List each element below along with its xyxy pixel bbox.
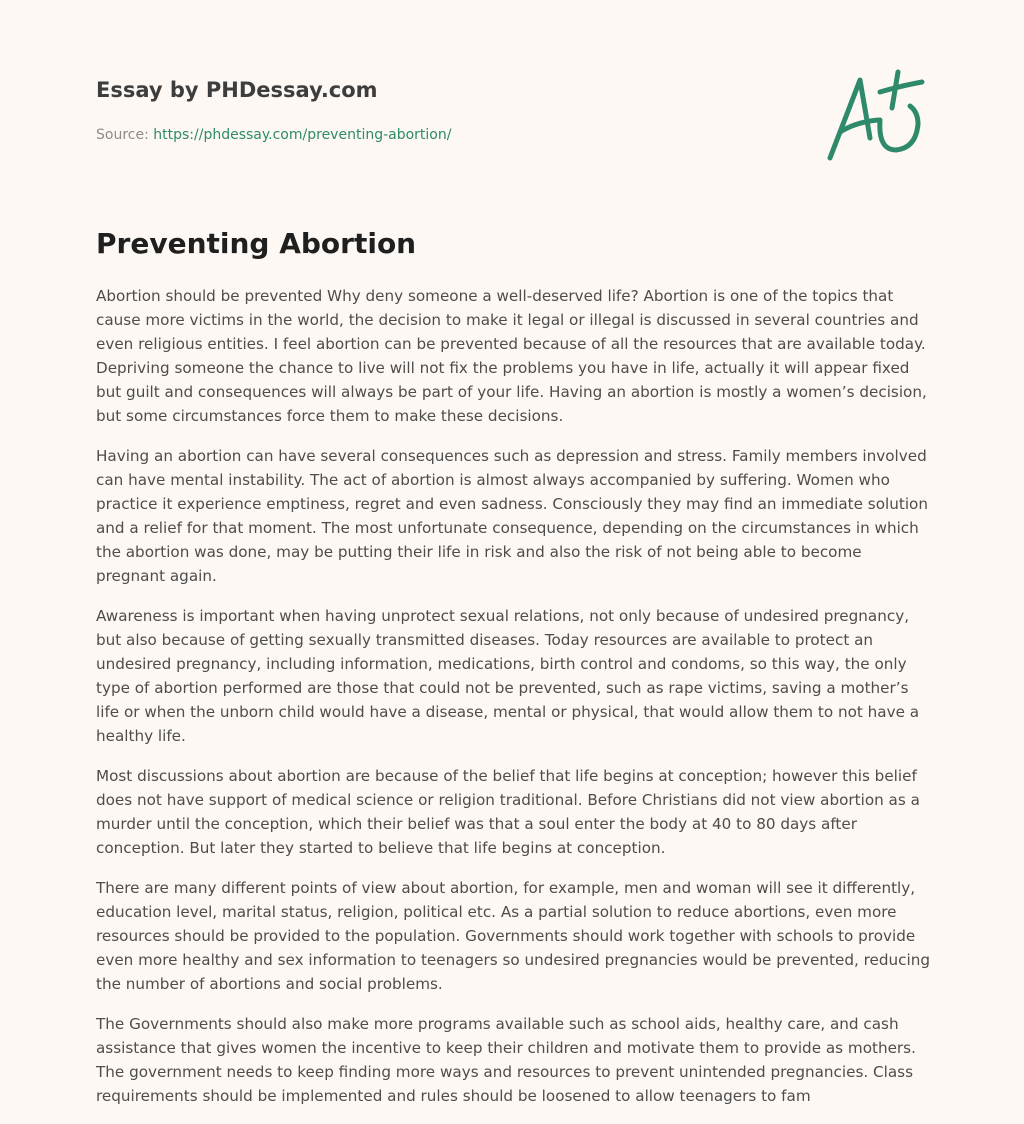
site-brand: Essay by PHDessay.com [96, 78, 378, 102]
source-label: Source: [96, 127, 149, 143]
essay-paragraph-2: Having an abortion can have several consequences such as depression and stress. Family members involved can have mental instability. The act of abortion is almost always accompanied by suffering. Women who practice it experience emptiness, regret and even sadness. Consciously they may find an immediate solution and a relief for that moment. The most unfortunate consequence, depending on the circumstances in which the abortion was done, may be putting their life in risk and also the risk of not being able to become pregnant again. [96, 447, 928, 585]
essay-paragraph-3: Awareness is important when having unprotect sexual relations, not only because of undesired pregnancy, but also because of getting sexually transmitted diseases. Today resources are available to protect an undesired pregnancy, including information, medications, birth control and condoms, so this way, the only type of abortion performed are those that could not be prevented, such as rape victims, saving a mother’s life or when the unborn child would have a disease, mental or physical, that would allow them to not have a healthy life. [96, 607, 920, 745]
essay-header [96, 75, 928, 175]
source-line [96, 126, 928, 144]
essay-title: Preventing Abortion [96, 227, 417, 260]
essay-paragraph-6: The Governments should also make more programs available such as school aids, healthy care, and cash assistance that gives women the incentive to keep their children and motivate them to provide as mothers. The government needs to keep finding more ways and resources to prevent unintended pregnancies. Class requirements should be implemented and rules should be loosened to allow teenagers to fam [96, 1015, 916, 1105]
essay-paragraph-5: There are many different points of view about abortion, for example, men and woman will see it differently, education level, marital status, religion, political etc. As a partial solution to reduce abortions, even more resources should be provided to the population. Governments should work together with schools to provide even more healthy and sex information to teenagers so undesired pregnancies would be prevented, reducing the number of abortions and social problems. [96, 879, 931, 993]
essay-paragraph-1: Abortion should be prevented Why deny someone a well-deserved life? Abortion is one of the topics that cause more victims in the world, the decision to make it legal or illegal is discussed in several countries and even religious entities. I feel abortion can be prevented because of all the resources that are available today. Depriving someone the chance to live will not fix the problems you have in life, actually it will appear fixed but guilt and consequences will always be part of your life. Having an abortion is mostly a women’s decision, but some circumstances force them to make these decisions. [96, 287, 927, 425]
a-plus-logo-icon [822, 68, 930, 164]
essay-paragraph-4: Most discussions about abortion are because of the belief that life begins at conception; however this belief does not have support of medical science or religion traditional. Before Christians did not view abortion as a murder until the conception, which their belief was that a soul enter the body at 40 to 80 days after conception. But later they started to believe that life begins at conception. [96, 767, 920, 857]
essay-body [96, 284, 930, 1124]
source-link[interactable]: https://phdessay.com/preventing-abortion/ [153, 127, 452, 143]
